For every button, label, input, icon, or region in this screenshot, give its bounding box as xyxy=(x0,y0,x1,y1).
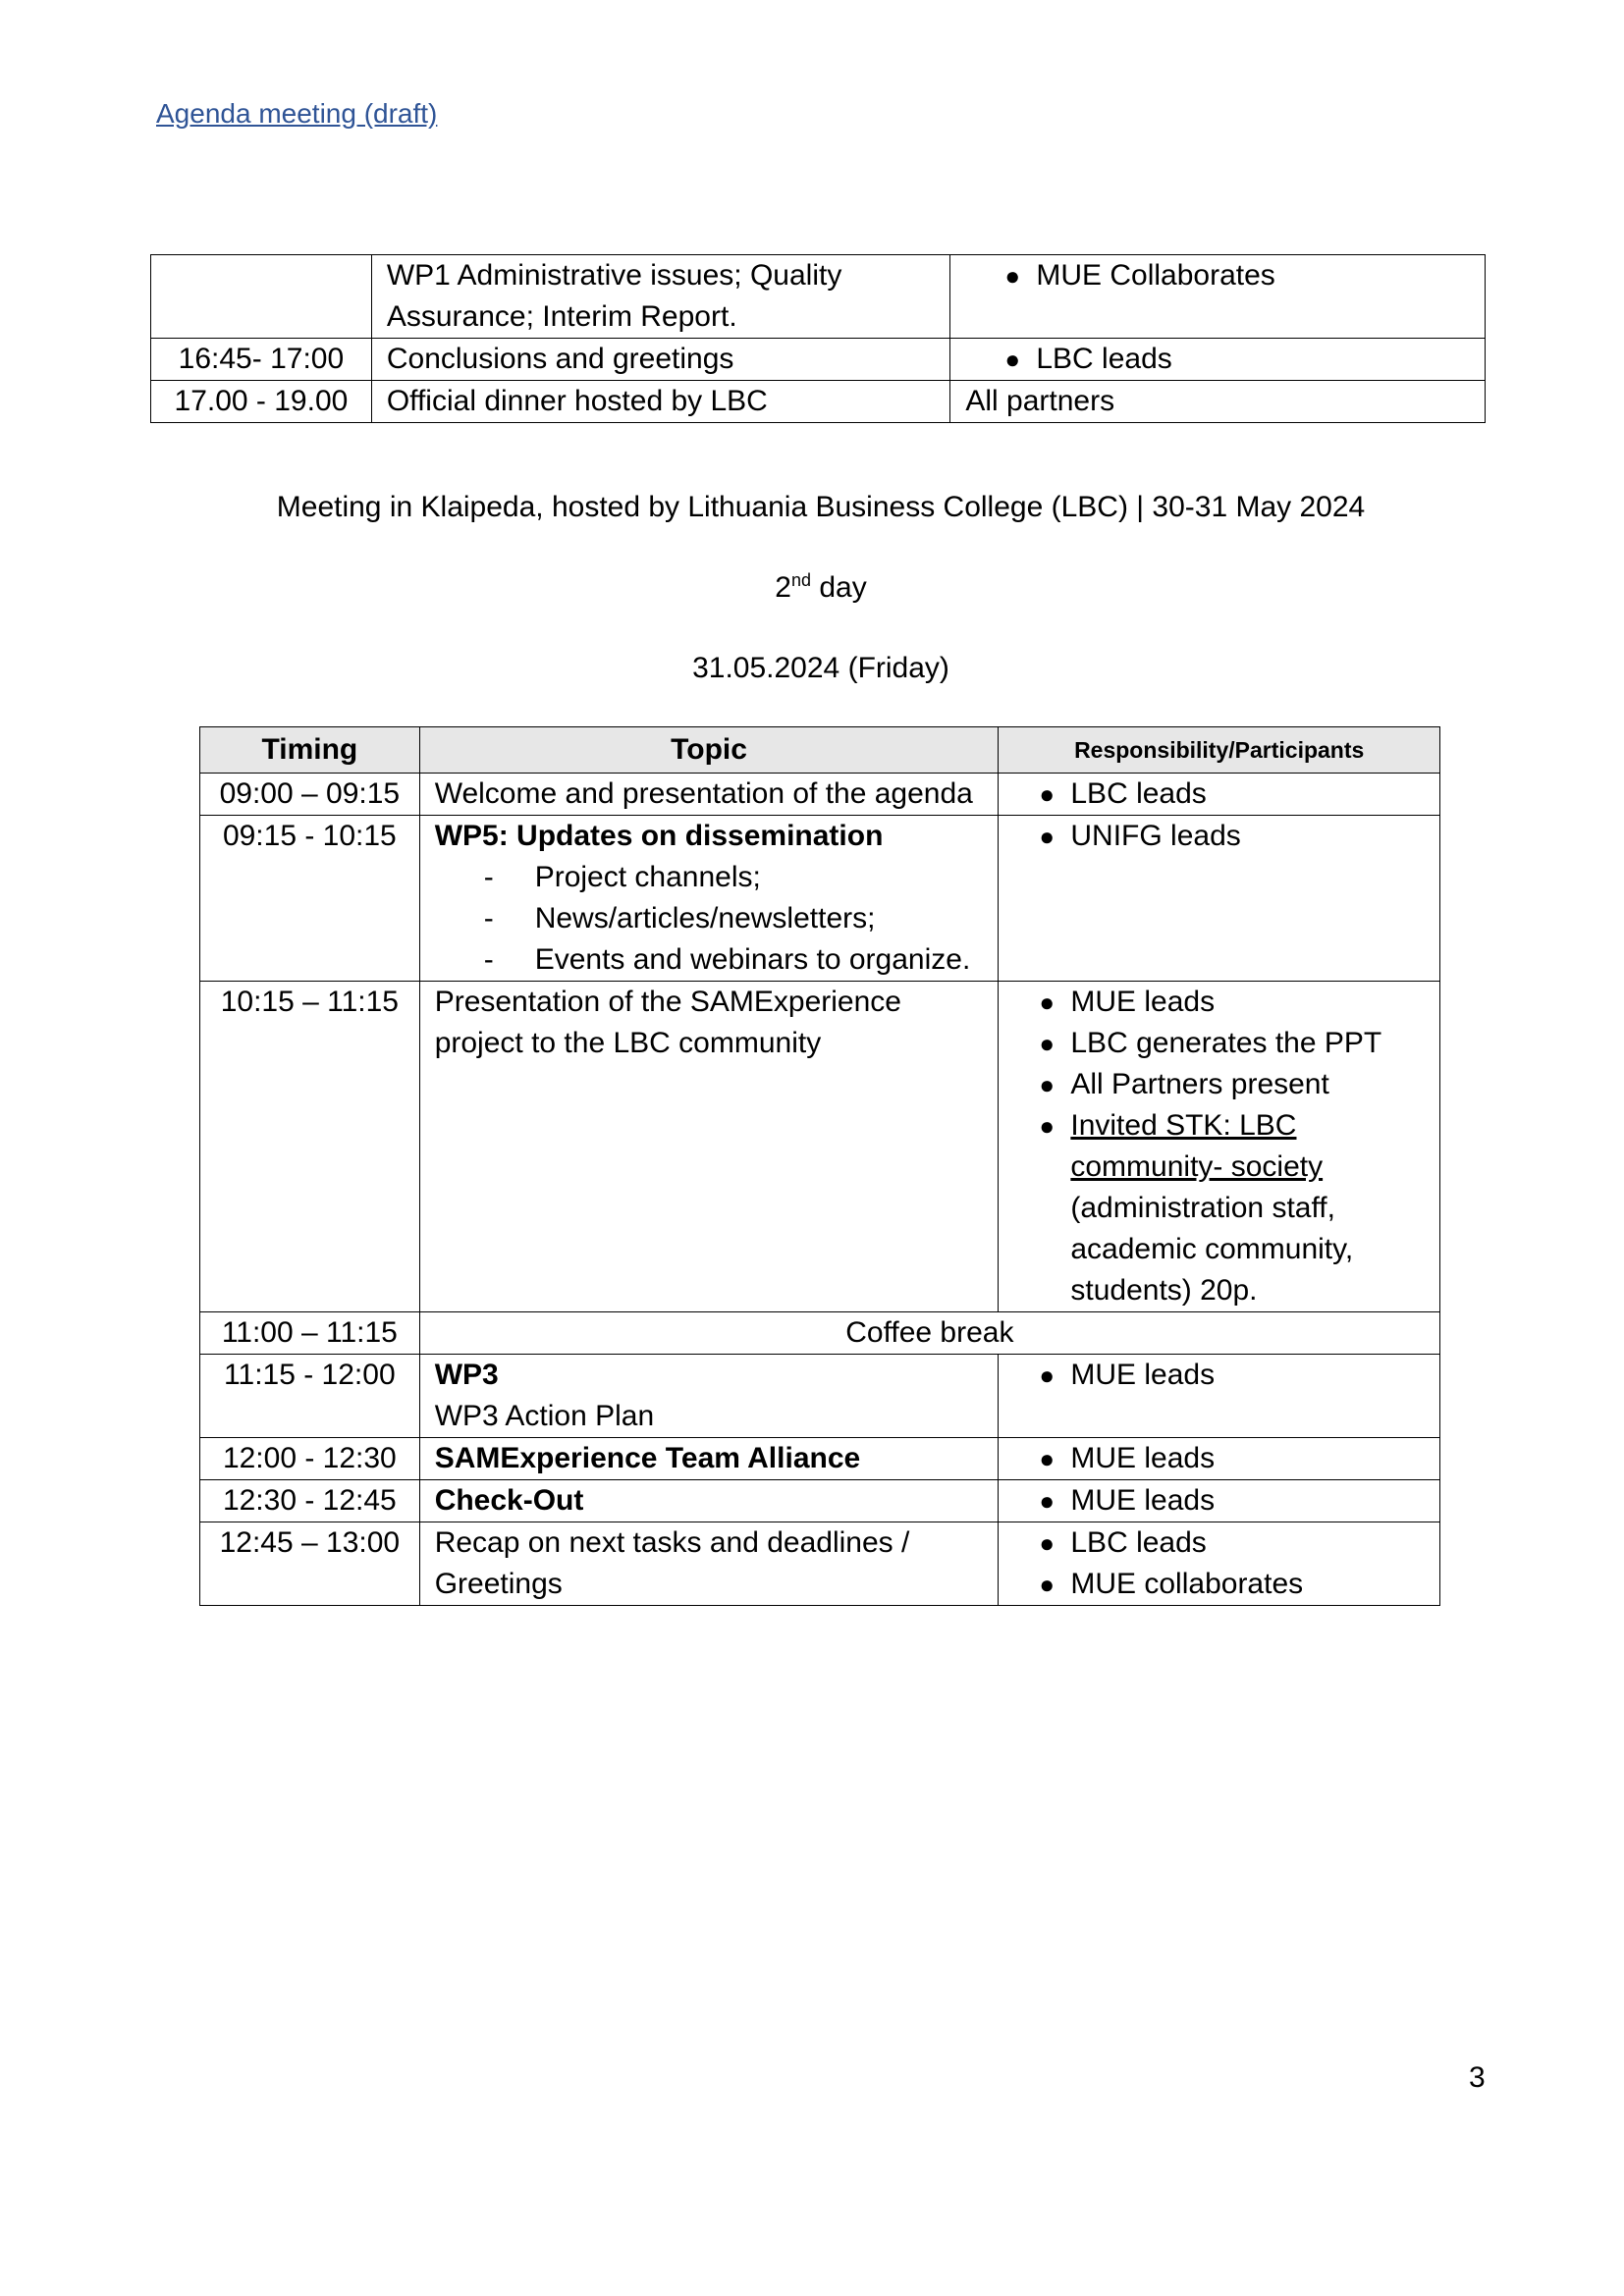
responsibility-cell xyxy=(950,339,1486,381)
timing-cell: 12:30 - 12:45 xyxy=(200,1480,420,1522)
timing-cell: 10:15 – 11:15 xyxy=(200,982,420,1312)
list-item: ● LBC leads xyxy=(1013,1522,1425,1564)
table-row xyxy=(151,381,1486,423)
page-number: 3 xyxy=(1469,2061,1486,2094)
meeting-date: 31.05.2024 (Friday) xyxy=(692,652,949,684)
timing-cell xyxy=(151,255,372,339)
timing-cell: 17.00 - 19.00 xyxy=(151,381,372,423)
list-item: ● LBC leads xyxy=(979,339,1470,380)
list-item: - Project channels; xyxy=(435,857,984,898)
list-item: ● All Partners present xyxy=(1013,1064,1425,1105)
table-row xyxy=(200,1522,1440,1606)
list-item: ● MUE leads xyxy=(1013,1480,1425,1522)
timing-cell: 11:15 - 12:00 xyxy=(200,1355,420,1438)
table-row xyxy=(151,339,1486,381)
responsibility-cell: All partners xyxy=(950,381,1486,423)
table-row xyxy=(200,982,1440,1312)
timing-cell: 09:00 – 09:15 xyxy=(200,774,420,816)
topic-cell: Recap on next tasks and deadlines / Greetings xyxy=(419,1522,999,1606)
topic-text: WP3 Action Plan xyxy=(434,1400,655,1432)
timing-cell: 11:00 – 11:15 xyxy=(200,1312,420,1355)
list-item: ● LBC generates the PPT xyxy=(1013,1023,1425,1064)
table-row xyxy=(200,1480,1440,1522)
timing-cell: 12:45 – 13:00 xyxy=(200,1522,420,1606)
table-header-row xyxy=(200,727,1440,774)
list-item: ● MUE leads xyxy=(1013,1355,1425,1396)
responsibility-cell xyxy=(999,816,1440,982)
document-header-link[interactable]: Agenda meeting (draft) xyxy=(156,98,438,129)
invited-stakeholders: Invited STK: LBC community- society xyxy=(1070,1109,1324,1183)
responsibility-cell xyxy=(950,255,1486,339)
topic-cell: Welcome and presentation of the agenda xyxy=(419,774,999,816)
list-item xyxy=(1013,1105,1425,1311)
topic-cell: Conclusions and greetings xyxy=(371,339,950,381)
topic-heading: WP3 xyxy=(434,1359,499,1391)
table-row xyxy=(151,255,1486,339)
list-item: - Events and webinars to organize. xyxy=(435,939,984,981)
topic-cell: Check-Out xyxy=(419,1480,999,1522)
timing-cell: 16:45- 17:00 xyxy=(151,339,372,381)
table-row xyxy=(200,1355,1440,1438)
list-item: ● MUE leads xyxy=(1013,1438,1425,1479)
day-label: 2nd day xyxy=(775,570,867,604)
coffee-break-cell: Coffee break xyxy=(419,1312,1439,1355)
topic-cell xyxy=(419,1355,999,1438)
topic-cell: WP1 Administrative issues; Quality Assurance; Interim Report. xyxy=(371,255,950,339)
topic-cell xyxy=(419,816,999,982)
list-item: ● MUE Collaborates xyxy=(979,255,1470,296)
agenda-table-day1-continued xyxy=(150,254,1486,423)
header-timing: Timing xyxy=(200,727,420,774)
table-row xyxy=(200,774,1440,816)
responsibility-cell xyxy=(999,1480,1440,1522)
header-topic: Topic xyxy=(419,727,999,774)
list-item: ● MUE collaborates xyxy=(1013,1564,1425,1605)
responsibility-cell xyxy=(999,982,1440,1312)
header-responsibility: Responsibility/Participants xyxy=(999,727,1440,774)
table-row xyxy=(200,1438,1440,1480)
table-row xyxy=(200,816,1440,982)
responsibility-cell xyxy=(999,1355,1440,1438)
timing-cell: 12:00 - 12:30 xyxy=(200,1438,420,1480)
list-item: ● LBC leads xyxy=(1013,774,1425,815)
meeting-title: Meeting in Klaipeda, hosted by Lithuania Business College (LBC) | 30-31 May 2024 xyxy=(276,491,1366,523)
agenda-table-day2 xyxy=(199,726,1440,1606)
topic-cell: SAMExperience Team Alliance xyxy=(419,1438,999,1480)
topic-cell: Official dinner hosted by LBC xyxy=(371,381,950,423)
list-item: - News/articles/newsletters; xyxy=(435,898,984,939)
list-item: ● UNIFG leads xyxy=(1013,816,1425,857)
topic-heading: WP5: Updates on dissemination xyxy=(434,820,884,852)
responsibility-cell xyxy=(999,774,1440,816)
timing-cell: 09:15 - 10:15 xyxy=(200,816,420,982)
responsibility-cell xyxy=(999,1438,1440,1480)
topic-cell: Presentation of the SAMExperience project to the LBC community xyxy=(419,982,999,1312)
list-item: ● MUE leads xyxy=(1013,982,1425,1023)
invited-details: (administration staff, academic community, students) 20p. xyxy=(1070,1192,1354,1307)
table-row xyxy=(200,1312,1440,1355)
responsibility-cell xyxy=(999,1522,1440,1606)
